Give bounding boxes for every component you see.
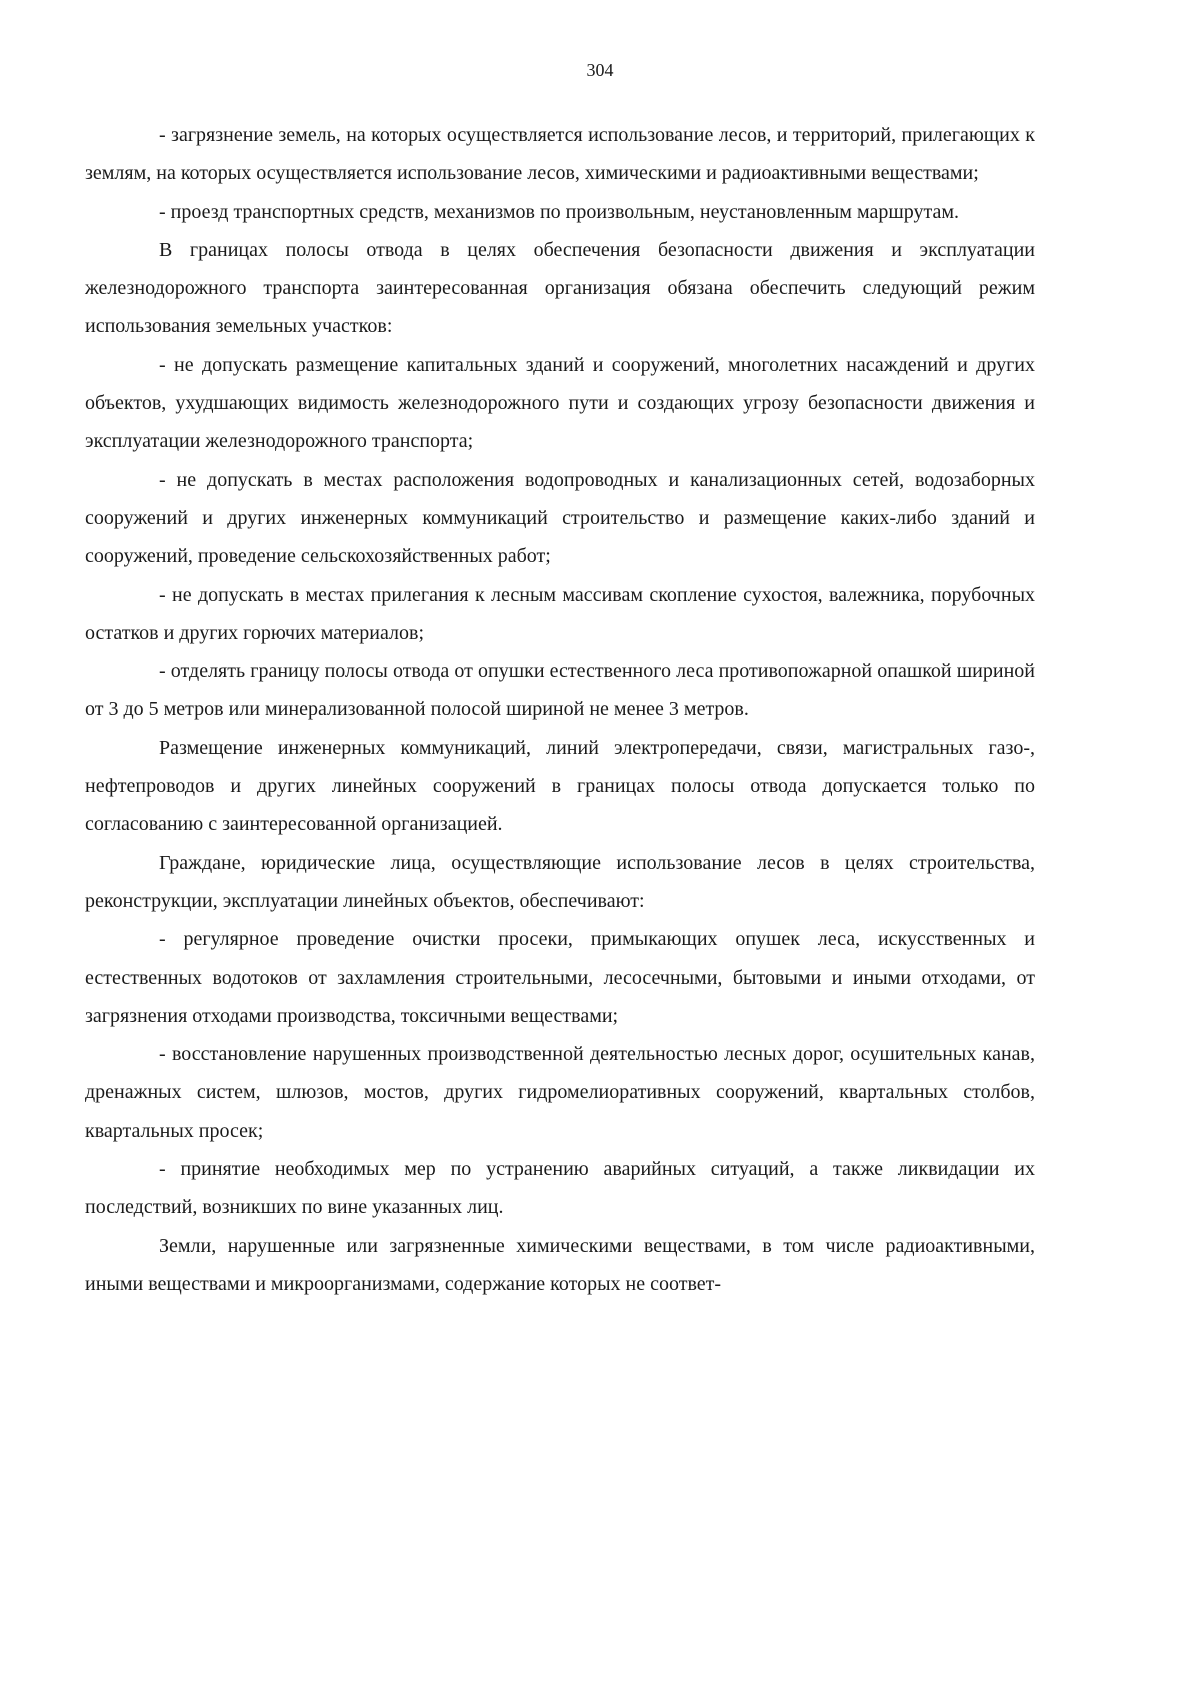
paragraph: - проезд транспортных средств, механизмов по произвольным, неустановленным маршрутам. [159, 200, 959, 223]
page-body [85, 116, 1035, 1303]
page-number: 304 [586, 60, 614, 80]
paragraph: - не допускать размещение капитальных зданий и сооружений, многолетних насаждений и других объектов, ухудшающих видимость железнодорожного пути и создающих угрозу безопасности движения и эксплуатации железнодорожного транспорта; [85, 353, 1035, 453]
paragraph: - восстановление нарушенных производственной деятельностью лесных дорог, осушительных канав, дренажных систем, шлюзов, мостов, других гидромелиоративных сооружений, квартальных столбов, квартальных просек; [85, 1043, 1035, 1142]
paragraph: - регулярное проведение очистки просеки, примыкающих опушек леса, искусственных и естественных водотоков от захламления строительными, лесосечными, бытовыми и иными отходами, от загрязнения отходами производства, токсичными веществами; [85, 928, 1035, 1027]
paragraph: - загрязнение земель, на которых осуществляется использование лесов, и территорий, прилегающих к землям, на которых осуществляется использование лесов, химическими и радиоактивными веществами; [85, 124, 1035, 185]
paragraph: Земли, нарушенные или загрязненные химическими веществами, в том числе радиоактивными, иными веществами и микроорганизмами, содержание которых не соответ- [85, 1234, 1035, 1295]
paragraph: - не допускать в местах прилегания к лесным массивам скопление сухостоя, валежника, порубочных остатков и других горючих материалов; [85, 583, 1035, 644]
paragraph: - принятие необходимых мер по устранению аварийных ситуаций, а также ликвидации их последствий, возникших по вине указанных лиц. [85, 1158, 1035, 1219]
paragraph: - не допускать в местах расположения водопроводных и канализационных сетей, водозаборных сооружений и других инженерных коммуникаций строительство и размещение каких-либо зданий и сооружений, проведение сельскохозяйственных работ; [85, 468, 1035, 568]
paragraph: - отделять границу полосы отвода от опушки естественного леса противопожарной опашкой шириной от 3 до 5 метров или минерализованной полосой шириной не менее 3 метров. [85, 660, 1035, 721]
paragraph: В границах полосы отвода в целях обеспечения безопасности движения и эксплуатации железнодорожного транспорта заинтересованная организация обязана обеспечить следующий режим использования земельных участков: [85, 238, 1035, 338]
paragraph: Граждане, юридические лица, осуществляющие использование лесов в целях строительства, реконструкции, эксплуатации линейных объектов, обеспечивают: [85, 851, 1035, 912]
paragraph: Размещение инженерных коммуникаций, линий электропередачи, связи, магистральных газо-, нефтепроводов и других линейных сооружений в границах полосы отвода допускается только по согласованию с заинтересованной организацией. [85, 736, 1035, 836]
